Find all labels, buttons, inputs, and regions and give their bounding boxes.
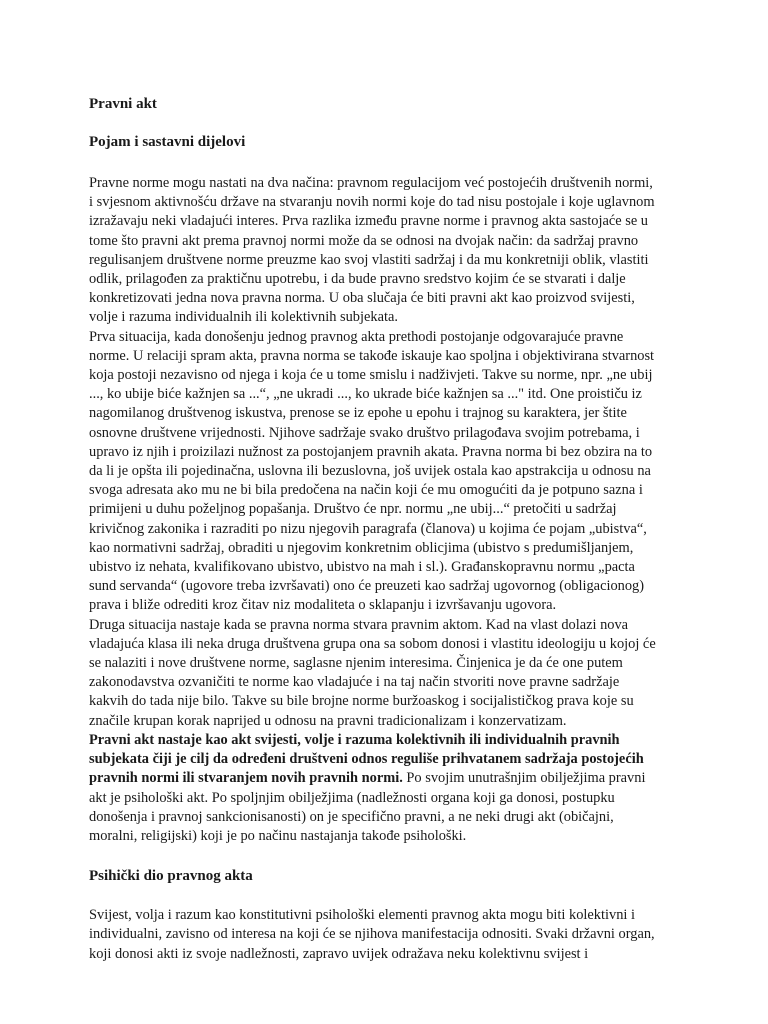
definition-bold-text: Pravni akt nastaje kao akt svijesti, volje i razuma kolektivnih ili individualnih pravnih subjekata čiji je cilj da određeni društveni odnos reguliše prihvatanem sadržaja postojećih pravnih normi ili stvaranjem novih pravnih normi.	[89, 731, 644, 787]
document-page	[89, 84, 659, 964]
section-title-psihicki: Psihički dio pravnog akta	[89, 868, 253, 885]
paragraph-first-situation: Prva situacija, kada donošenju jednog pravnog akta prethodi postojanje odgovarajuće pravne norme. U relaciji spram akta, pravna norma se takođe iskauje kao spoljna i objektivirana stvarnost koja postoji nezavisno od njega i koja će u tome smislu i nadživjeti. Takve su norme, npr. „ne ubij ..., ko ubije biće kažnjen sa ...“, „ne ukradi ..., ko ukrade biće kažnjen sa ..." itd. One proističu iz nagomilanog društvenog iskustva, prenose se iz epohe u epohu i trajnog su karaktera, jer štite osnovne društvene vrijednosti. Njihove sadržaje svako društvo prilagođava svojim potrebama, i upravo iz njih i proizilazi nužnost za postojanjem pravnih akata. Pravna norma bi bez obzira na to da li je opšta ili pojedinačna, uslovna ili bezuslovna, još uvijek ostala kao apstrakcija u odnosu na svoga adresata ako mu ne bi bila predočena na način koji će mu omogućiti da je potpuno sazna i primijeni u duhu poželjnog popašanja. Društvo će npr. normu „ne ubij...“ pretočiti u sadržaj krivičnog zakonika i razraditi po nizu njegovih paragrafa (članova) u kojima će pojam „ubistva“, kao normativni sadržaj, obraditi u njegovim konkretnim oblicjima (ubistvo s predumišljanjem, ubistvo iz nehata, kvalifikovano ubistvo, ubistvo na mah i sl.). Građanskopravnu normu „pacta sund servanda“ (ugovore treba izvršavati) ono će preuzeti kao sadržaj ugovornog (obligacionog) prava i bliže odrediti kroz čitav niz modaliteta o sklapanju i izvršavanju ugovora.	[89, 328, 655, 614]
paragraph-second-situation: Druga situacija nastaje kada se pravna norma stvara pravnim aktom. Kad na vlast dolazi nova vladajuća klasa ili neka druga društvena grupa ona sa sobom donosi i vlastitu ideologiju u kojoj će se nalaziti i nove društvene norme, saglasne njenim interesima. Činjenica je da će one putem zakonodavstva ozvaničiti te norme kao vladajuće i na taj način stvoriti nove pravne sadržaje kakvih do tada nije bilo. Takve su bile brojne norme buržoaskog i socijalističkog prava koje su značile krupan korak naprijed u odnosu na pravni tradicionalizam i konzervatizam.	[89, 616, 656, 729]
document-title: Pravni akt	[89, 96, 157, 112]
paragraph-definition	[89, 731, 659, 846]
paragraph-psychic-part: Svijest, volja i razum kao konstitutivni psihološki elementi pravnog akta mogu biti kolektivni i individualni, zavisno od interesa na koji će se njihova manifestacija odnositi. Svaki državni organ, koji donosi akti iz svoje nadležnosti, zapravo uvijek odražava neku kolektivnu svijest i	[89, 907, 655, 962]
paragraph-intro: Pravne norme mogu nastati na dva načina: pravnom regulacijom već postojećih društvenih normi, i svjesnom aktivnošću države na stvaranju novih normi koje do tad nisu postojale i koje uglavnom izražavaju neki vladajući interes. Prva razlika između pravne norme i pravnog akta sastojaće se u tome što pravni akt prema pravnoj normi može da se odnosi na dvojak način: da sadržaj pravno regulisanjem društvene norme preuzme kao svoj vlastiti sadržaj i da mu konkretniji oblik, vlastiti odlik, prilagođen za praktičnu upotrebu, i da bude pravno sredstvo kojim će se stvarati i dalje konkretizovati jedna nova pravna norma. U oba slučaja će biti pravni akt kao proizvod svijesti, volje i razuma individualnih ili kolektivnih subjekata.	[89, 175, 655, 326]
section-title-pojam: Pojam i sastavni dijelovi	[89, 134, 246, 150]
definition-rest-text: Po svojim unutrašnjim obilježjima pravni akt je psihološki akt. Po spoljnjim obilježjima (nadležnosti organa koji ga donosi, postupku donošenja i pravnoj sankcionisanosti) on je specifično pravni, a ne neki drugi akt (običajni, moralni, religijski) koji je po načinu nastajanja takođe psihološki.	[89, 770, 646, 844]
